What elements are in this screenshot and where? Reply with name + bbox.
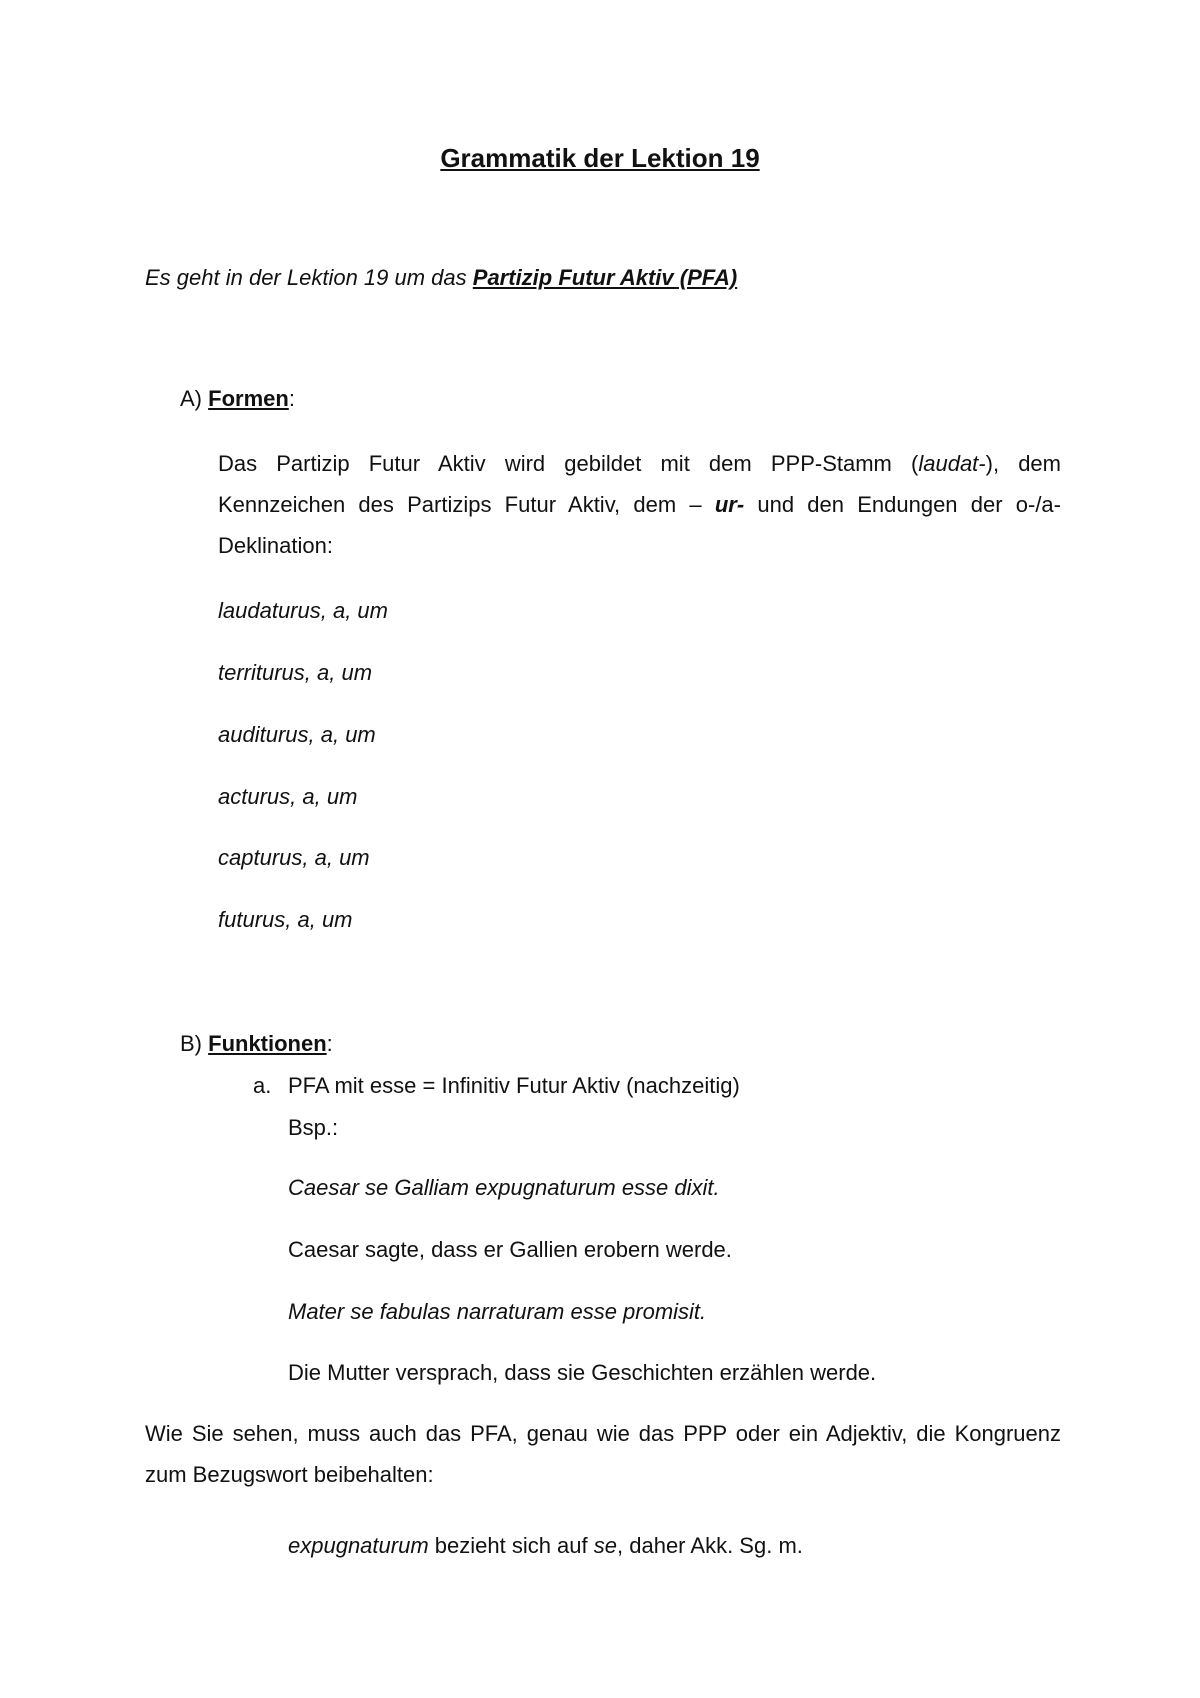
note-word: expugnaturum (288, 1533, 429, 1558)
form-item: acturus, a, um (218, 784, 358, 809)
form-item: territurus, a, um (218, 660, 373, 685)
closing-paragraph: Wie Sie sehen, muss auch das PFA, genau wie das PPP oder ein Adjektiv, die Kongruenz zum Bezugswort beibehalten: (145, 1421, 1061, 1487)
formation-paragraph (218, 443, 1061, 566)
section-a-marker: A) (180, 386, 202, 411)
example-label: Bsp.: (288, 1115, 339, 1140)
section-a-colon: : (288, 386, 295, 411)
example-latin: Caesar se Galliam expugnaturum esse dixit. (288, 1175, 720, 1200)
section-b-colon: : (326, 1031, 333, 1056)
section-b-marker: B) (180, 1031, 202, 1056)
intro-emphasis: Partizip Futur Aktiv (PFA) (472, 265, 738, 290)
form-item: laudaturus, a, um (218, 598, 388, 623)
note-mid: bezieht sich auf (428, 1533, 594, 1558)
function-item-text: PFA mit esse = Infinitiv Futur Aktiv (nachzeitig) (288, 1073, 740, 1098)
example-translation: Caesar sagte, dass er Gallien erobern werde. (288, 1237, 732, 1262)
para-text-2: ), dem Kennzeichen des Partizips Futur Aktiv, dem – (218, 451, 1061, 517)
page-title: Grammatik der Lektion 19 (440, 143, 760, 173)
form-item: capturus, a, um (218, 845, 370, 870)
section-a-heading (180, 385, 295, 414)
list-marker: a. (253, 1073, 272, 1098)
para-text-3: und den Endungen der o-/a-Deklination: (218, 492, 1061, 558)
note-ref: se (593, 1533, 618, 1558)
example-translation: Die Mutter versprach, dass sie Geschichten erzählen werde. (288, 1360, 877, 1385)
intro-line (145, 264, 737, 293)
section-a-label: Formen (208, 386, 289, 411)
agreement-note (288, 1532, 803, 1561)
section-b-heading (180, 1030, 333, 1059)
para-stem: laudat- (918, 451, 986, 476)
section-b-label: Funktionen (208, 1031, 327, 1056)
note-end: , daher Akk. Sg. m. (617, 1533, 803, 1558)
para-text-1: Das Partizip Futur Aktiv wird gebildet mit dem PPP-Stamm ( (218, 451, 919, 476)
para-suffix: ur- (714, 492, 745, 517)
form-item: futurus, a, um (218, 907, 353, 932)
example-latin: Mater se fabulas narraturam esse promisit. (288, 1299, 707, 1324)
form-item: auditurus, a, um (218, 722, 376, 747)
intro-text: Es geht in der Lektion 19 um das (145, 265, 473, 290)
